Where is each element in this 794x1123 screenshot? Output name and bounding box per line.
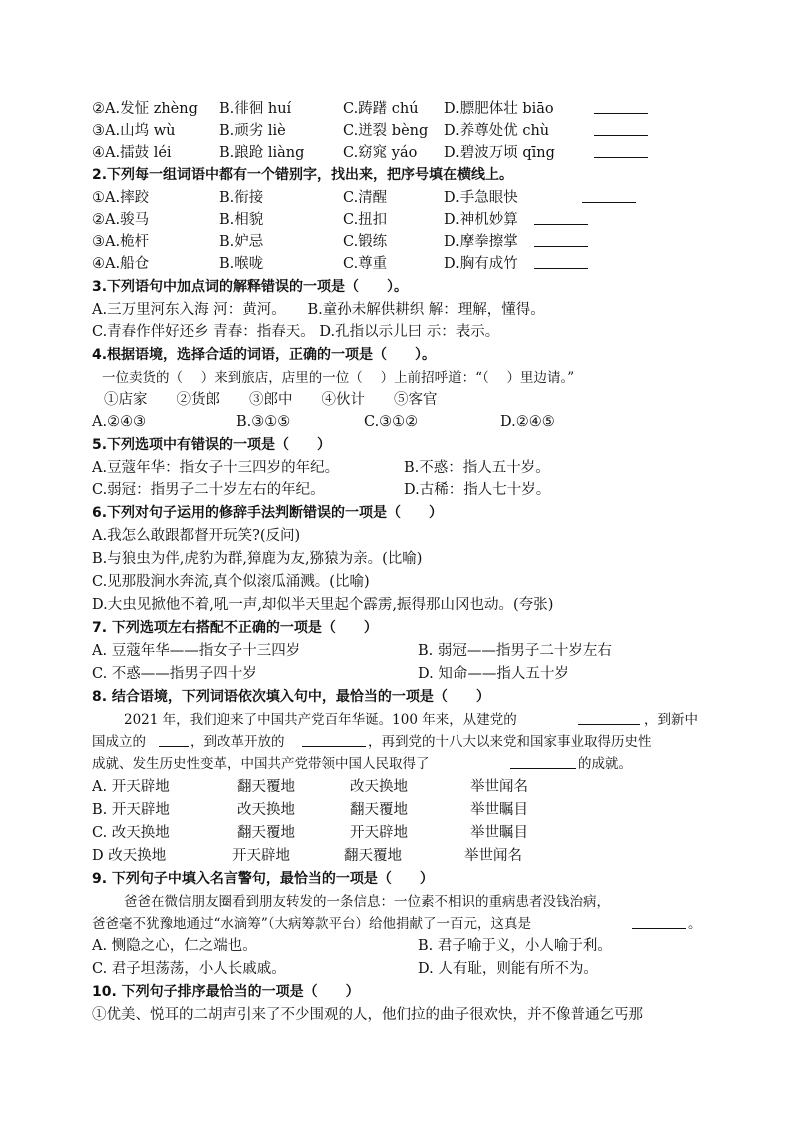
option-b: B.喉咙	[219, 256, 264, 272]
q3-line-1: A.三万里河东入海 河：黄河。 B.童孙未解供耕织 解：理解，懂得。	[92, 302, 545, 318]
fill-blank-3[interactable]	[302, 731, 366, 747]
option-b: B. 君子喻于义，小人喻于利。	[418, 938, 612, 954]
option-a: ②A.发怔 zhèng	[92, 101, 198, 117]
q6-option-c: C.见那股涧水奔流,真个似滚瓜涌溅。(比喻)	[92, 574, 370, 590]
option-a: A. 恻隐之心，仁之端也。	[92, 938, 257, 954]
option-d: D.碧波万顷 qīng	[444, 145, 555, 161]
question-2-title: 2.下列每一组词语中都有一个错别字，找出来，把序号填在横线上。	[92, 167, 514, 183]
option-d: D.古稀：指人七十岁。	[404, 482, 551, 498]
option-a: A.豆蔻年华：指女子十三四岁的年纪。	[92, 460, 340, 476]
q6-option-d: D.大虫见掀他不着,吼一声,却似半天里起个霹雳,振得那山冈也动。(夸张)	[92, 597, 554, 613]
option-a: ④A.船仓	[92, 256, 150, 272]
fill-blank-4[interactable]	[510, 753, 576, 769]
question-10-title: 10. 下列句子排序最恰当的一项是（ ）	[92, 984, 360, 1000]
option-c: C.迸裂 bèng	[343, 123, 429, 139]
q3-line-2: C.青春作伴好还乡 青春：指春天。 D.孔指以示儿曰 示：表示。	[92, 324, 500, 340]
question-3-title: 3.下列语句中加点词的解释错误的一项是（ ）。	[92, 279, 409, 295]
question-5-title: 5.下列选项中有错误的一项是（ ）	[92, 437, 332, 453]
option-a: ③A.山坞 wù	[92, 123, 176, 139]
option-b: B.③①⑤	[236, 414, 291, 430]
option-c: C.窈窕 yáo	[343, 145, 418, 161]
option-d: D. 知命——指人五十岁	[418, 666, 569, 682]
question-6-title: 6.下列对句子运用的修辞手法判断错误的一项是（ ）	[92, 505, 444, 521]
question-7-title: 7. 下列选项左右搭配不正确的一项是（ ）	[92, 620, 378, 636]
option-c: C.扭扣	[343, 212, 388, 228]
q9-passage-line-1: 爸爸在微信朋友圈看到朋友转发的一条信息：一位素不相识的重病患者没钱治病，	[124, 894, 610, 910]
option-c: C. 不惑——指男子四十岁	[92, 666, 257, 682]
fill-blank-2[interactable]	[159, 731, 189, 747]
q10-sentence-1: ①优美、悦耳的二胡声引来了不少围观的人，他们拉的曲子很欢快，并不像普通乞丐那	[92, 1007, 643, 1023]
answer-blank[interactable]	[534, 253, 588, 269]
option-d: D.胸有成竹	[444, 256, 518, 272]
option-b: B.顽劣 liè	[219, 123, 286, 139]
option-d: D.养尊处优 chù	[444, 123, 550, 139]
answer-blank[interactable]	[594, 120, 648, 136]
option-b: B. 弱冠——指男子二十岁左右	[418, 643, 612, 659]
answer-blank[interactable]	[582, 187, 636, 203]
option-d: D.②④⑤	[500, 414, 555, 430]
option-d: D.摩拳擦掌	[444, 234, 518, 250]
answer-blank[interactable]	[594, 98, 648, 114]
question-8-title: 8. 结合语境，下列词语依次填入句中，最恰当的一项是（ ）	[92, 689, 490, 705]
option-a: ③A.桅杆	[92, 234, 150, 250]
q6-option-b: B.与狼虫为伴,虎豹为群,獐鹿为友,猕猿为亲。(比喻)	[92, 551, 423, 567]
option-b: B.相貌	[219, 212, 264, 228]
answer-blank[interactable]	[534, 209, 588, 225]
question-4-title: 4.根据语境，选择合适的词语，正确的一项是（ ）。	[92, 347, 437, 363]
option-d: D.神机妙算	[444, 212, 518, 228]
option-c: C. 君子坦荡荡，小人长戚戚。	[92, 961, 286, 977]
question-9-title: 9. 下列句子中填入名言警句，最恰当的一项是（ ）	[92, 871, 434, 887]
q4-word-list: ①店家 ②货郎 ③郎中 ④伙计 ⑤客官	[104, 392, 438, 408]
answer-blank[interactable]	[594, 142, 648, 158]
option-d: D.手急眼快	[444, 190, 518, 206]
q6-option-a: A.我怎么敢跟都督开玩笑?(反问)	[92, 528, 301, 544]
option-c: C.锻练	[343, 234, 388, 250]
fill-blank[interactable]	[632, 913, 686, 929]
option-c: C.弱冠：指男子二十岁左右的年纪。	[92, 482, 325, 498]
option-a: A.②④③	[92, 414, 147, 430]
option-c: C.清醒	[343, 190, 388, 206]
exam-page: ②A.发怔 zhèng B.徘徊 huí C.踌躇 chú D.膘肥体壮 biāo ③A.山坞 wù B.顽劣 liè C.迸裂 bèng D.养尊处优 chù ④A.擂鼓 léi B.踉跄 liàng C.窈窕 yáo D.碧波万顷 qīng 2.下列每一组词语中都有一个错别字，找出来，把序号填在横线上。 ①A.摔跤 B.衔接 C.清醒 D.手急眼快 ②A.骏马 B.相貌 C.扭扣 D.神机妙算 ③A.桅杆 B.妒忌 C.锻练 D.摩拳擦掌 ④A.船仓 B.喉咙 C.尊重 D.胸有成竹 3.下列语句中加点词的解释错误的一项是（ ）。 A.三万里河东入海 河：黄河。 B.童孙未解供耕织 解：理解，懂得。 C.青春作伴好还乡 青春：指春天。 D.孔指以示儿曰 示：表示。 4.根据语境，选择合适的词语，正确的一项是（ ）。 一位卖货的（ ）来到旅店，店里的一位（ ）上前招呼道：“（ ）里边请。” ①店家 ②货郎 ③郎中 ④伙计 ⑤客官 A.②④③ B.③①⑤ C.③①② D.②④⑤ 5.下列选项中有错误的一项是（ ） A.豆蔻年华：指女子十三四岁的年纪。 B.不惑：指人五十岁。 C.弱冠：指男子二十岁左右的年纪。 D.古稀：指人七十岁。 6.下列对句子运用的修辞手法判断错误的一项是（ ） A.我怎么敢跟都督开玩笑?(反问) B.与狼虫为伴,虎豹为群,獐鹿为友,猕猿为亲。(比喻) C.见那股涧水奔流,真个似滚瓜涌溅。(比喻) D.大虫见掀他不着,吼一声,却似半天里起个霹雳,振得那山冈也动。(夸张) 7. 下列选项左右搭配不正确的一项是（ ） A. 豆蔻年华——指女子十三四岁 B. 弱冠——指男子二十岁左右 C. 不惑——指男子四十岁 D. 知命——指人五十岁 8. 结合语境，下列词语依次填入句中，最恰当的一项是（ ） 2021 年，我们迎来了中国共产党百年华诞。100 年来，从建党的 ，到新中 国成立的 ，到改革开放的 ，再到党的十八大以来党和国家事业取得历史性 成就、发生历史性变革，中国共产党带领中国人民取得了 的成就。 A. 开天辟地 翻天覆地 改天换地 举世闻名 B. 开天辟地 改天换地 翻天覆地 举世瞩目 C. 改天换地 翻天覆地 开天辟地 举世瞩目 D 改天换地 开天辟地 翻天覆地 举世闻名 9. 下列句子中填入名言警句，最恰当的一项是（ ） 爸爸在微信朋友圈看到朋友转发的一条信息：一位素不相识的重病患者没钱治病， 爸爸毫不犹豫地通过“水滴筹”（大病筹款平台）给他捐献了一百元，这真是 。 A. 恻隐之心，仁之端也。 B. 君子喻于义，小人喻于利。 C. 君子坦荡荡，小人长戚戚。 D. 人有耻，则能有所不为。 10. 下列句子排序最恰当的一项是（ ） ①优美、悦耳的二胡声引来了不少围观的人，他们拉的曲子很欢快，并不像普通乞丐那	[0, 0, 794, 1123]
option-b: B.不惑：指人五十岁。	[404, 460, 550, 476]
option-a: ①A.摔跤	[92, 190, 150, 206]
option-b: B.衔接	[219, 190, 264, 206]
option-d: D.膘肥体壮 biāo	[444, 101, 554, 117]
option-b: B.妒忌	[219, 234, 264, 250]
option-b: B.踉跄 liàng	[219, 145, 305, 161]
option-c: C.踌躇 chú	[343, 101, 419, 117]
option-a: ②A.骏马	[92, 212, 150, 228]
answer-blank[interactable]	[534, 231, 588, 247]
q4-passage: 一位卖货的（ ）来到旅店，店里的一位（ ）上前招呼道：“（ ）里边请。”	[102, 370, 575, 386]
option-d: D. 人有耻，则能有所不为。	[418, 961, 598, 977]
option-c: C.③①②	[364, 414, 419, 430]
fill-blank-1[interactable]	[578, 709, 640, 725]
option-c: C.尊重	[343, 256, 388, 272]
option-a: ④A.擂鼓 léi	[92, 145, 172, 161]
option-a: A. 豆蔻年华——指女子十三四岁	[92, 643, 301, 659]
option-b: B.徘徊 huí	[219, 101, 292, 117]
